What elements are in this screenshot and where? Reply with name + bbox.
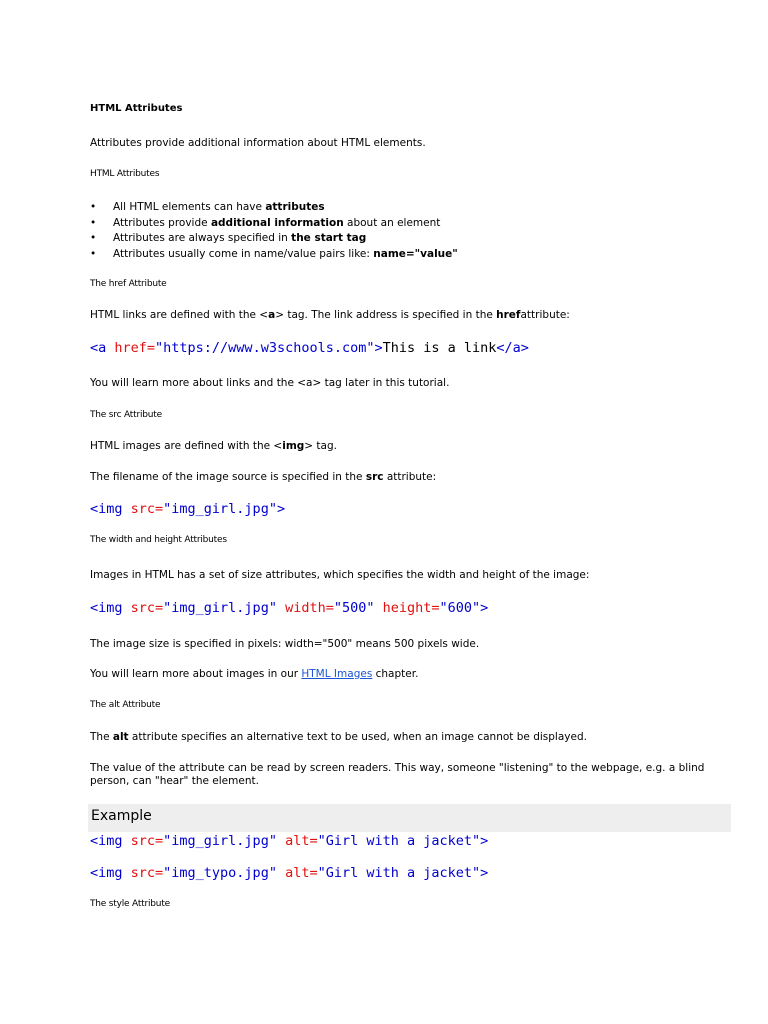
section-heading-src: The src Attribute — [90, 410, 162, 420]
href-code-sample: <a href="https://www.w3schools.com">This is a link</a> — [90, 340, 529, 356]
bullet-icon: • — [90, 247, 97, 260]
intro-paragraph: Attributes provide additional information about HTML elements. — [90, 137, 426, 149]
images-chapter-note: You will learn more about images in our HTML Images chapter. — [90, 668, 419, 680]
section-heading-style: The style Attribute — [90, 899, 170, 909]
width-height-code-sample: <img src="img_girl.jpg" width="500" height="600"> — [90, 600, 489, 616]
alt-screen-reader-paragraph: The value of the attribute can be read by screen readers. This way, someone "listening" to the webpage, e.g. a blind person, can "hear" the element. — [90, 762, 705, 787]
example-label: Example — [91, 808, 152, 824]
src-paragraph-2: The filename of the image source is specified in the src attribute: — [90, 471, 437, 483]
bullet-icon: • — [90, 216, 97, 229]
bullet-item: • Attributes provide additional information about an element — [90, 216, 441, 229]
bullet-item: • Attributes are always specified in the start tag — [90, 232, 367, 244]
src-code-sample: <img src="img_girl.jpg"> — [90, 501, 286, 517]
bullet-item: • Attributes usually come in name/value pairs like: name="value" — [90, 247, 458, 260]
href-paragraph: HTML links are defined with the <a> tag. The link address is specified in the hrefattribute: — [90, 309, 570, 321]
bullet-icon: • — [90, 201, 97, 213]
src-paragraph-1: HTML images are defined with the <img> tag. — [90, 440, 337, 452]
section-heading-href: The href Attribute — [90, 279, 167, 289]
bullet-item: • All HTML elements can have attributes — [90, 201, 325, 213]
section-heading-attributes: HTML Attributes — [90, 169, 160, 179]
width-height-paragraph: Images in HTML has a set of size attributes, which specifies the width and height of the image: — [90, 569, 590, 581]
bullet-icon: • — [90, 232, 97, 244]
attributes-bullet-list — [90, 200, 735, 262]
image-size-note: The image size is specified in pixels: width="500" means 500 pixels wide. — [90, 638, 480, 650]
example-code-2: <img src="img_typo.jpg" alt="Girl with a jacket"> — [90, 865, 489, 881]
alt-paragraph: The alt attribute specifies an alternative text to be used, when an image cannot be displayed. — [90, 731, 587, 743]
section-heading-alt: The alt Attribute — [90, 700, 161, 710]
page-title: HTML Attributes — [90, 103, 183, 114]
section-heading-width-height: The width and height Attributes — [90, 535, 227, 545]
example-code-1: <img src="img_girl.jpg" alt="Girl with a jacket"> — [90, 833, 489, 849]
href-note: You will learn more about links and the <a> tag later in this tutorial. — [90, 377, 450, 389]
html-images-link[interactable]: HTML Images — [301, 668, 373, 680]
example-header — [88, 804, 731, 832]
